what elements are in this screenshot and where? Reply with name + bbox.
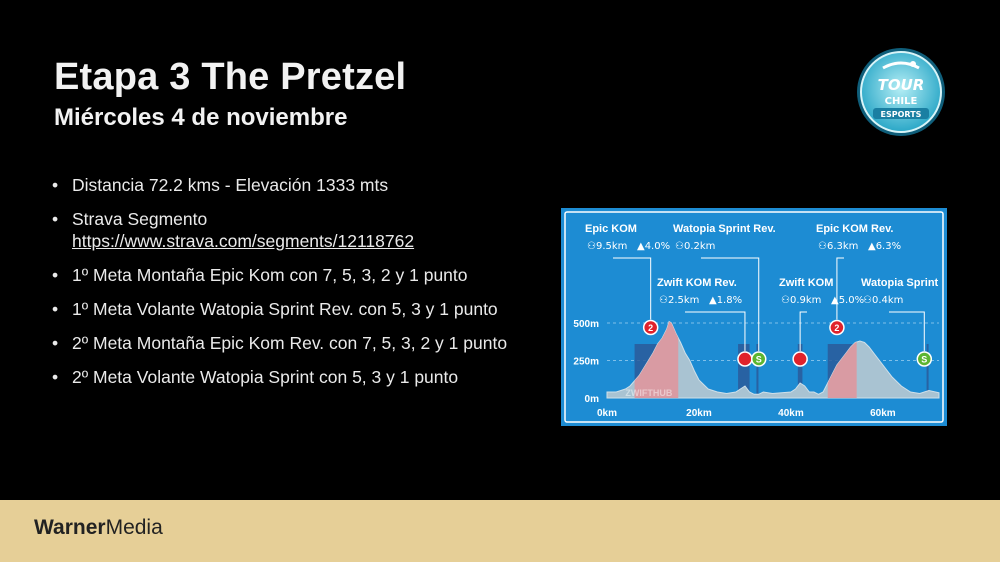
segment-name: Epic KOM Rev. bbox=[816, 223, 894, 235]
x-tick-label: 0km bbox=[596, 408, 618, 419]
bullet-item: • 2º Meta Volante Watopia Sprint con 5, 3 y 1 punto bbox=[52, 366, 552, 388]
segment-marker-label: S bbox=[755, 354, 762, 365]
segment-name: Watopia Sprint Rev. bbox=[673, 223, 776, 235]
segment-marker-label: 2 bbox=[648, 323, 654, 333]
bullet-item: • Distancia 72.2 kms - Elevación 1333 mts bbox=[52, 174, 552, 196]
y-tick-label: 500m bbox=[573, 319, 599, 330]
logo-line3: ESPORTS bbox=[880, 110, 922, 119]
y-tick-label: 0m bbox=[584, 394, 599, 405]
segment-name: Watopia Sprint bbox=[861, 277, 939, 289]
segment-grade: ▲1.8% bbox=[709, 295, 743, 306]
x-tick-label: 60km bbox=[870, 408, 896, 419]
x-tick-label: 40km bbox=[778, 408, 804, 419]
bullet-list bbox=[52, 174, 552, 400]
segment-distance: ⚇0.9km bbox=[781, 295, 822, 306]
segment-grade: ▲6.3% bbox=[868, 241, 902, 252]
elevation-profile-chart bbox=[561, 208, 947, 426]
segment-marker bbox=[793, 352, 807, 366]
bullet-item: • 1º Meta Volante Watopia Sprint Rev. con 5, 3 y 1 punto bbox=[52, 298, 552, 320]
logo-line2: CHILE bbox=[884, 96, 918, 107]
segment-marker bbox=[738, 352, 752, 366]
footer-bar bbox=[0, 500, 1000, 562]
segment-marker-label: S bbox=[921, 354, 928, 365]
logo-line1: TOUR bbox=[877, 76, 925, 94]
segment-name: Zwift KOM Rev. bbox=[657, 277, 737, 289]
segment-distance: ⚇6.3km bbox=[818, 241, 859, 252]
segment-distance: ⚇9.5km bbox=[587, 241, 628, 252]
y-tick-label: 250m bbox=[573, 356, 599, 368]
segment-name: Epic KOM bbox=[585, 223, 637, 235]
tour-chile-esports-logo bbox=[855, 46, 947, 138]
slide-title: Etapa 3 The Pretzel bbox=[54, 56, 407, 98]
slide-subtitle: Miércoles 4 de noviembre bbox=[54, 104, 348, 131]
segment-distance: ⚇0.4km bbox=[863, 295, 904, 306]
warnermedia-logo: WarnerMedia bbox=[34, 516, 163, 539]
chart-watermark: ZWIFTHUB bbox=[625, 388, 673, 398]
segment-marker-label: 2 bbox=[834, 323, 840, 333]
segment-distance: ⚇2.5km bbox=[659, 295, 700, 306]
bullet-item: • Strava Segmento https://www.strava.com/segments/12118762 bbox=[52, 208, 552, 252]
segment-name: Zwift KOM bbox=[779, 277, 834, 289]
bullet-item: • 2º Meta Montaña Epic Kom Rev. con 7, 5, 3, 2 y 1 punto bbox=[52, 332, 552, 354]
x-tick-label: 20km bbox=[686, 408, 712, 419]
segment-grade: ▲5.0% bbox=[831, 295, 865, 306]
segment-grade: ▲4.0% bbox=[637, 241, 671, 252]
strava-segment-link[interactable]: https://www.strava.com/segments/12118762 bbox=[72, 231, 415, 251]
bullet-item: • 1º Meta Montaña Epic Kom con 7, 5, 3, 2 y 1 punto bbox=[52, 264, 552, 286]
segment-distance: ⚇0.2km bbox=[675, 241, 716, 252]
